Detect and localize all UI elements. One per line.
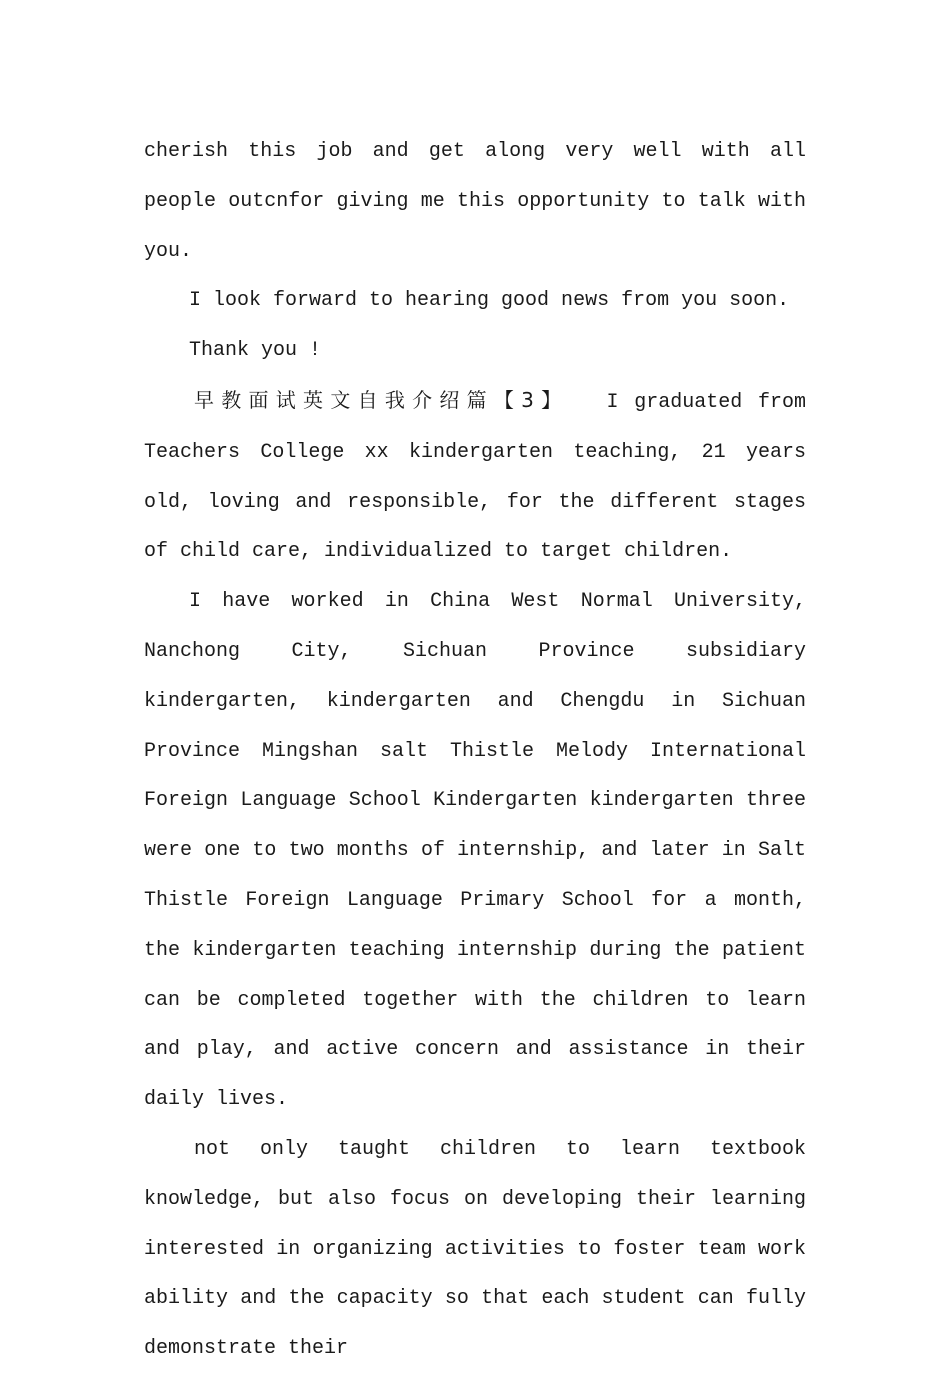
section-heading: 早教面试英文自我介绍篇【3】 bbox=[194, 387, 569, 412]
paragraph-continuation: cherish this job and get along very well with all people outcnfor giving me this opportunity to talk with you. bbox=[144, 140, 806, 263]
section-3-text: I graduated from Teachers College xx kindergarten teaching, 21 years old, loving and responsible, for the different stages of child care, individualized to target children. bbox=[144, 390, 806, 564]
paragraph-look-forward: I look forward to hearing good news from you soon. bbox=[189, 289, 790, 313]
paragraph-thank-you: Thank you ! bbox=[189, 339, 322, 363]
body-text bbox=[144, 127, 806, 1374]
paragraph-internship: I have worked in China West Normal University, Nanchong City, Sichuan Province subsidiary kindergarten, kindergarten and Chengdu in Sichuan Province Mingshan salt Thistle Melody International Foreign Language School Kindergarten kindergarten three were one to two months of internship, and later in Salt Thistle Foreign Language Primary School for a month, the kindergarten teaching internship during the patient can be completed together with the children to learn and play, and active concern and assistance in their daily lives. bbox=[144, 590, 806, 1112]
paragraph-section-3 bbox=[144, 376, 806, 577]
paragraph-teaching: not only taught children to learn textbook knowledge, but also focus on developing their learning interested in organizing activities to foster team work ability and the capacity so that each student can fully demonstrate their bbox=[144, 1137, 806, 1361]
